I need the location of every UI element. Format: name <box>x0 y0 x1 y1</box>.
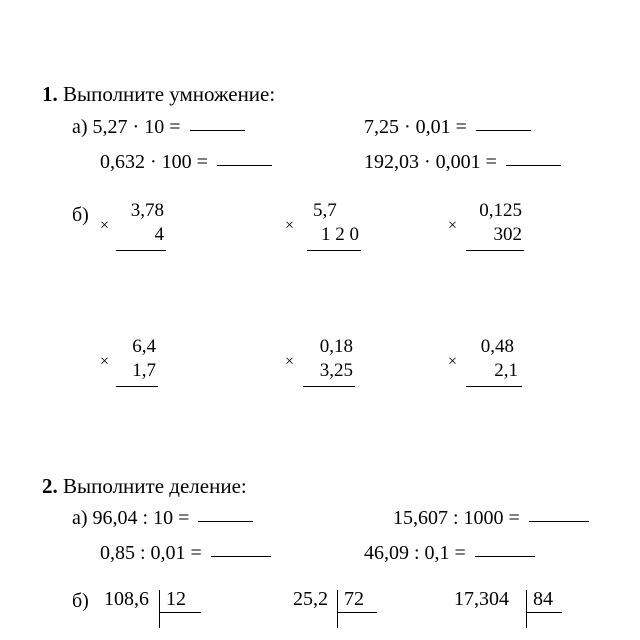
column-multiplication-2 <box>285 200 365 256</box>
task-2-number: 2. <box>42 474 58 498</box>
column-multiplication-4 <box>100 336 162 392</box>
division-vertical-line <box>159 590 160 628</box>
top-factor: 0,48 <box>480 336 514 357</box>
task-1-title: Выполните умножение: <box>63 82 276 106</box>
divisor: 84 <box>533 588 553 610</box>
bottom-factor: 302 <box>493 224 522 245</box>
task-2a-item-2 <box>393 507 589 530</box>
result-line <box>466 386 522 387</box>
part-b-label-2: б) <box>72 590 89 612</box>
bottom-factor: 1,7 <box>132 360 156 381</box>
column-multiplication-6 <box>448 336 524 392</box>
expression: 46,09 : 0,1 = <box>364 542 466 564</box>
expression: 15,607 : 1000 = <box>393 507 520 529</box>
answer-blank[interactable] <box>529 520 589 522</box>
part-a-label: а) <box>72 507 88 529</box>
task-2a-item-4 <box>364 542 535 565</box>
answer-blank[interactable] <box>475 555 535 557</box>
answer-blank[interactable] <box>506 164 561 166</box>
expression: 0,632 · 100 = <box>100 151 208 173</box>
times-sign: × <box>100 353 110 370</box>
answer-blank[interactable] <box>217 164 272 166</box>
column-multiplication-3 <box>448 200 526 256</box>
top-factor: 0,125 <box>479 200 522 221</box>
top-factor: 6,4 <box>132 336 156 357</box>
task-2-heading <box>42 474 247 499</box>
division-horizontal-line <box>337 612 377 613</box>
top-factor: 5,7 <box>313 200 337 221</box>
answer-blank[interactable] <box>211 555 271 557</box>
times-sign: × <box>448 217 458 234</box>
division-vertical-line <box>526 590 527 628</box>
expression: 0,85 : 0,01 = <box>100 542 202 564</box>
task-2-title: Выполните деление: <box>63 474 247 498</box>
bottom-factor: 1 2 0 <box>321 224 359 245</box>
task-2a-item-1 <box>72 507 253 530</box>
result-line <box>307 250 361 251</box>
dividend: 17,304 <box>454 588 509 610</box>
bottom-factor: 3,25 <box>319 360 353 381</box>
answer-blank[interactable] <box>190 129 245 131</box>
expression: 192,03 · 0,001 = <box>364 151 497 173</box>
division-vertical-line <box>337 590 338 628</box>
dividend: 25,2 <box>293 588 328 610</box>
task-1-number: 1. <box>42 82 58 106</box>
division-horizontal-line <box>526 612 562 613</box>
times-sign: × <box>285 217 295 234</box>
expression: 7,25 · 0,01 = <box>364 116 467 138</box>
result-line <box>116 386 158 387</box>
column-multiplication-5 <box>285 336 357 392</box>
task-1a-item-1 <box>72 116 245 139</box>
task-1a-item-2 <box>364 116 531 139</box>
part-a-label: а) <box>72 116 88 138</box>
bottom-factor: 4 <box>154 224 164 245</box>
long-division-1 <box>104 588 214 636</box>
divisor: 12 <box>166 588 186 610</box>
top-factor: 3,78 <box>130 200 164 221</box>
divisor: 72 <box>344 588 364 610</box>
expression: 5,27 · 10 = <box>92 116 181 138</box>
result-line <box>116 250 166 251</box>
column-multiplication-1 <box>100 200 170 256</box>
task-1a-item-3 <box>100 151 272 174</box>
result-line <box>303 386 355 387</box>
task-1-heading <box>42 82 275 107</box>
long-division-2 <box>293 588 393 636</box>
answer-blank[interactable] <box>476 129 531 131</box>
task-2a-item-3 <box>100 542 271 565</box>
expression: 96,04 : 10 = <box>92 507 190 529</box>
times-sign: × <box>100 217 110 234</box>
long-division-3 <box>454 588 574 636</box>
result-line <box>466 250 524 251</box>
times-sign: × <box>448 353 458 370</box>
part-b-label: б) <box>72 204 89 226</box>
task-1a-item-4 <box>364 151 561 174</box>
division-horizontal-line <box>159 612 201 613</box>
answer-blank[interactable] <box>198 520 253 522</box>
dividend: 108,6 <box>104 588 149 610</box>
times-sign: × <box>285 353 295 370</box>
top-factor: 0,18 <box>319 336 353 357</box>
bottom-factor: 2,1 <box>494 360 518 381</box>
